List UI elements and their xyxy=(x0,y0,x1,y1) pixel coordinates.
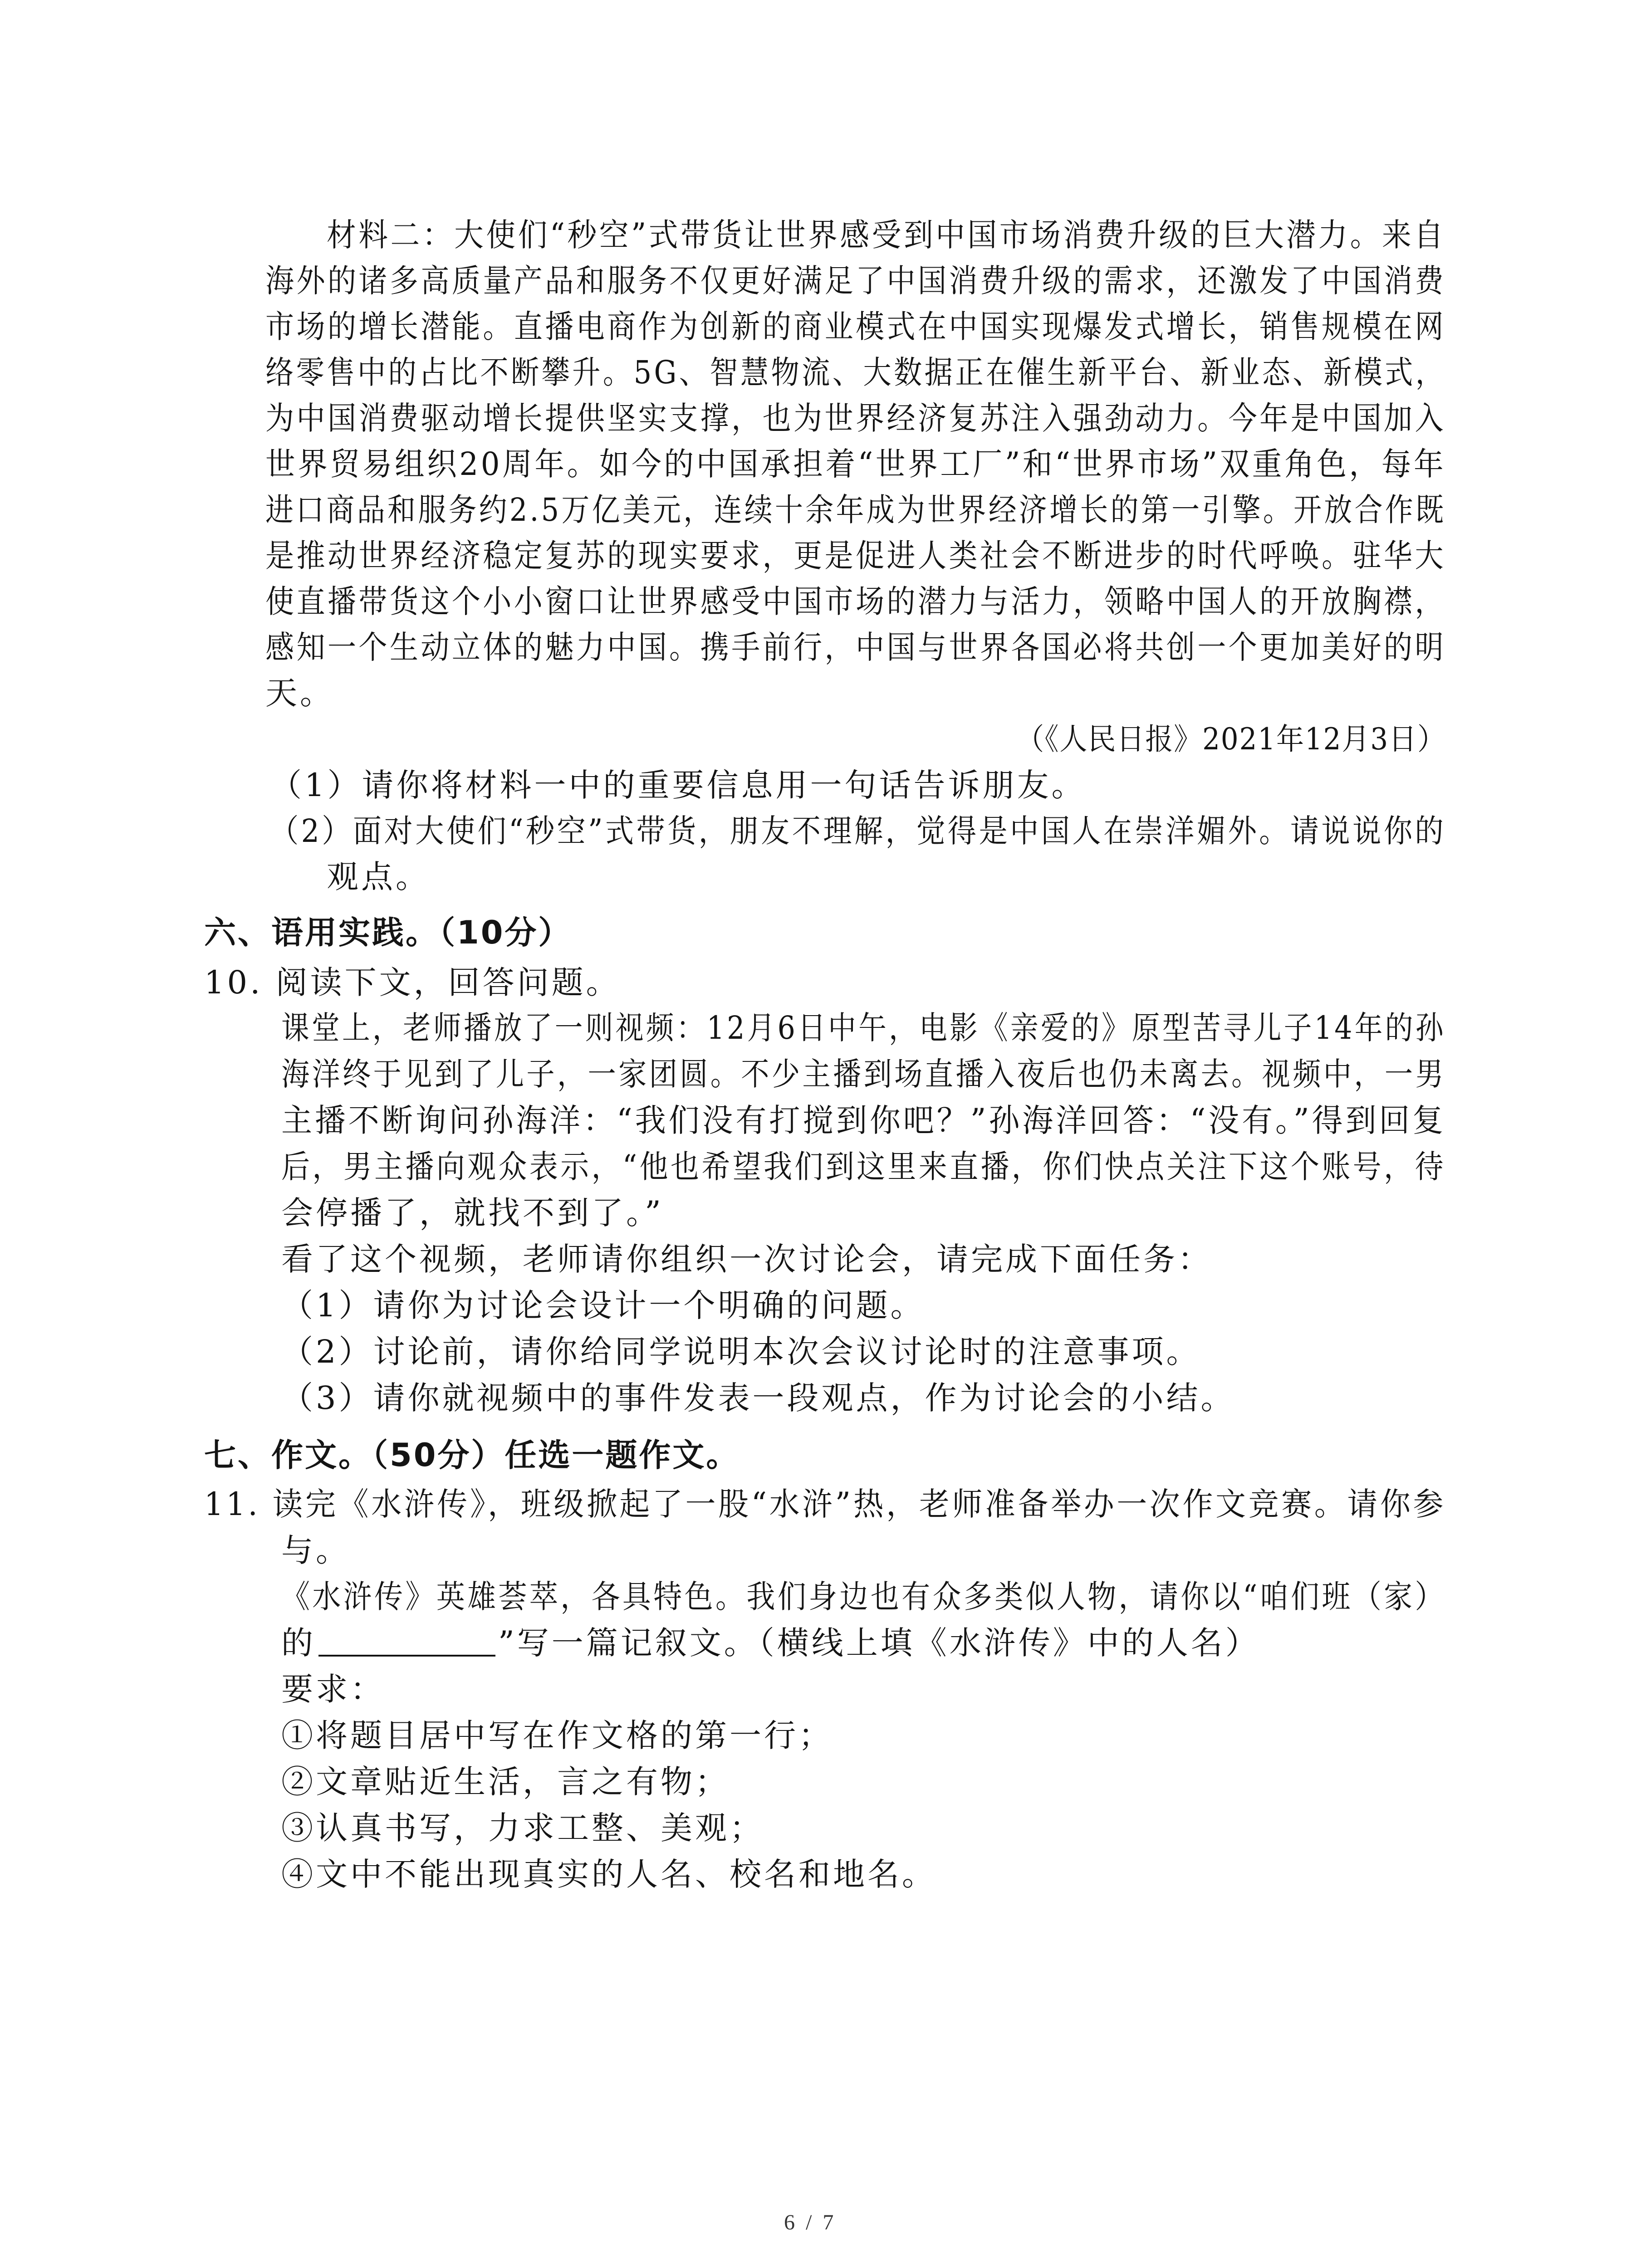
q11-title-cont: 与。 xyxy=(281,1532,350,1569)
q11-prompt-line-2 xyxy=(281,1621,1260,1665)
requirements-title: 要求： xyxy=(281,1671,385,1708)
q10-task: （2）讨论前，请你给同学说明本次会议讨论时的注意事项。 xyxy=(281,1333,1201,1370)
q10-passage-line: 会停播了，就找不到了。” xyxy=(281,1194,664,1232)
q11-prompt-before-blank: 的 xyxy=(281,1624,316,1662)
requirement-item: ②文章贴近生活，言之有物； xyxy=(281,1763,730,1800)
page-number: 6 / 7 xyxy=(784,2210,837,2234)
q11-prompt: 《水浒传》英雄荟萃，各具特色。我们身边也有众多类似人物，请你以“咱们班（家） xyxy=(281,1578,1446,1615)
material2-line: 进口商品和服务约2.5万亿美元，连续十余年成为世界经济增长的第一引擎。开放合作既 xyxy=(265,491,1446,528)
q10-task: （3）请你就视频中的事件发表一段观点，作为讨论会的小结。 xyxy=(281,1379,1235,1417)
q10-passage-line: 看了这个视频，老师请你组织一次讨论会，请完成下面任务： xyxy=(281,1241,1212,1278)
q11-prompt-after-blank: ”写一篇记叙文。（横线上填《水浒传》中的人名） xyxy=(498,1624,1260,1662)
material2-line: 市场的增长潜能。直播电商作为创新的商业模式在中国实现爆发式增长，销售规模在网 xyxy=(265,308,1446,345)
q10-passage-line: 主播不断询问孙海洋：“我们没有打搅到你吧？”孙海洋回答：“没有。”得到回复 xyxy=(281,1102,1446,1139)
requirement-item: ④文中不能出现真实的人名、校名和地名。 xyxy=(281,1856,936,1893)
q10-passage-line: 后，男主播向观众表示，“他也希望我们到这里来直播，你们快点关注下这个账号，待 xyxy=(281,1148,1446,1185)
q9-subquestion-2: （2）面对大使们“秒空”式带货，朋友不理解，觉得是中国人在崇洋媚外。请说说你的 xyxy=(270,812,1446,850)
requirement-item: ③认真书写，力求工整、美观； xyxy=(281,1809,764,1847)
q9-subquestion-2-cont: 观点。 xyxy=(327,858,430,895)
material2-source: （《人民日报》2021年12月3日） xyxy=(1016,722,1446,757)
q10-passage-line: 课堂上，老师播放了一则视频：12月6日中午，电影《亲爱的》原型苦寻儿子14年的孙 xyxy=(281,1009,1446,1046)
requirement-item: ①将题目居中写在作文格的第一行； xyxy=(281,1717,833,1754)
material2-line: 感知一个生动立体的魅力中国。携手前行，中国与世界各国必将共创一个更加美好的明 xyxy=(265,629,1446,666)
material2-line: 络零售中的占比不断攀升。5G、智慧物流、大数据正在催生新平台、新业态、新模式， xyxy=(265,354,1446,391)
material2-line: 世界贸易组织20周年。如今的中国承担着“世界工厂”和“世界市场”双重角色，每年 xyxy=(265,445,1446,483)
material2-line: 天。 xyxy=(265,675,334,712)
material2-line: 为中国消费驱动增长提供坚实支撑，也为世界经济复苏注入强劲动力。今年是中国加入 xyxy=(265,400,1446,437)
material2-line: 使直播带货这个小小窗口让世界感受中国市场的潜力与活力，领略中国人的开放胸襟， xyxy=(265,583,1446,620)
q11-title: 11. 读完《水浒传》，班级掀起了一股“水浒”热，老师准备举办一次作文竞赛。请你参 xyxy=(204,1486,1446,1523)
material2-line: 是推动世界经济稳定复苏的现实要求，更是促进人类社会不断进步的时代呼唤。驻华大 xyxy=(265,537,1446,574)
q9-subquestion-1: （1）请你将材料一中的重要信息用一句话告诉朋友。 xyxy=(270,767,1086,804)
q10-title: 10. 阅读下文，回答问题。 xyxy=(204,964,621,1001)
section6-heading: 六、语用实践。（10分） xyxy=(204,914,572,951)
q10-passage-line: 海洋终于见到了儿子，一家团圆。不少主播到场直播入夜后也仍未离去。视频中，一男 xyxy=(281,1056,1446,1093)
q10-task: （1）请你为讨论会设计一个明确的问题。 xyxy=(281,1287,925,1324)
material2-line: 海外的诸多高质量产品和服务不仅更好满足了中国消费升级的需求，还激发了中国消费 xyxy=(265,262,1446,299)
fill-in-blank xyxy=(318,1623,495,1657)
section7-heading: 七、作文。（50分）任选一题作文。 xyxy=(204,1437,740,1474)
material2-line: 材料二：大使们“秒空”式带货让世界感受到中国市场消费升级的巨大潜力。来自 xyxy=(327,216,1446,254)
